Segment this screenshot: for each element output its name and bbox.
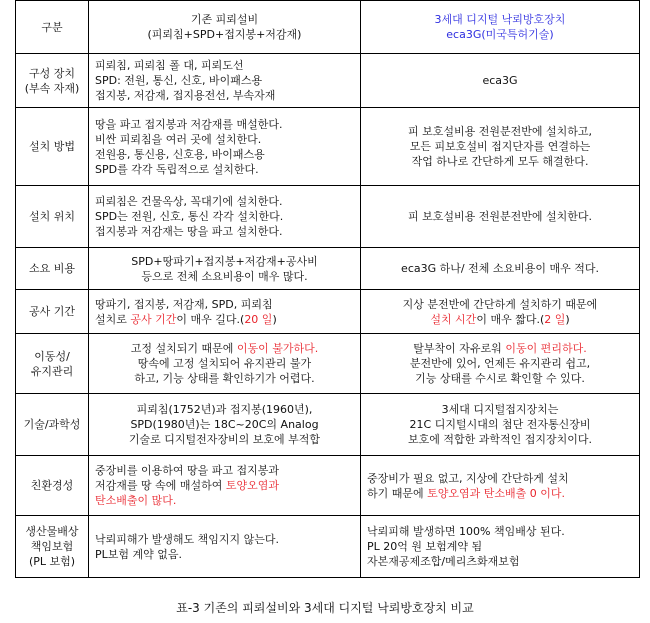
row-label: 소요 비용	[16, 248, 89, 290]
highlight-text: 토양오염과	[225, 479, 280, 492]
new-cell: eca3G 하나/ 전체 소요비용이 매우 적다.	[361, 248, 640, 290]
table-row	[16, 334, 640, 394]
highlight-text: 20 일	[244, 312, 273, 326]
existing-cell: 피뢰침은 건물옥상, 꼭대기에 설치한다. SPD는 전원, 신호, 통신 각각 설치한다. 접지봉과 저감재는 땅을 파고 설치한다.	[89, 186, 361, 248]
highlight-text: 설치 시간	[430, 312, 477, 326]
existing-cell: 땅을 파고 접지봉과 저감재를 매설한다. 비싼 피뢰침을 여러 곳에 설치한다. 전원용, 통신용, 신호용, 바이패스용 SPD를 각각 독립적으로 설치한다.	[89, 108, 361, 186]
row-label: 이동성/ 유지관리	[16, 334, 89, 394]
row-label: 친환경성	[16, 456, 89, 516]
highlight-text: 토양오염과 탄소배출 0 이다.	[427, 486, 565, 500]
new-cell: 중장비가 필요 없고, 지상에 간단하게 설치 하기 때문에 토양오염과 탄소배출 0 이다.	[361, 456, 640, 516]
table-caption: 표-3 기존의 피뢰설비와 3세대 디지털 낙뢰방호장치 비교	[176, 601, 474, 615]
new-cell: 피 보호설비용 전원분전반에 설치한다.	[361, 186, 640, 248]
new-cell: 탈부착이 자유로워 이동이 편리하다. 분전반에 있어, 언제든 유지관리 쉽고, 기능 상태를 수시로 확인할 수 있다.	[361, 334, 640, 394]
existing-cell: SPD+땅파기+접지봉+저감재+공사비 등으로 전체 소요비용이 매우 많다.	[89, 248, 361, 290]
new-cell: 낙뢰피해 발생하면 100% 책임배상 된다. PL 20억 원 보험계약 됨 자본재공제조합/메리츠화재보험	[361, 516, 640, 578]
header-new	[361, 1, 640, 54]
highlight-text: 이동이 편리하다.	[505, 342, 587, 355]
row-label: 설치 방법	[16, 108, 89, 186]
row-label: 기술/과학성	[16, 394, 89, 456]
table-row	[16, 456, 640, 516]
table-row	[16, 290, 640, 334]
row-label: 생산물배상 책임보험 (PL 보험)	[16, 516, 89, 578]
new-cell: 지상 분전반에 간단하게 설치하기 때문에 설치 시간이 매우 짧다.(2 일)	[361, 290, 640, 334]
header-category: 구분	[16, 1, 89, 54]
table-header-row	[16, 1, 640, 54]
table-row	[16, 54, 640, 108]
highlight-text: 이동이 불가하다.	[236, 342, 319, 355]
new-cell: 3세대 디지털접지장치는 21C 디지털시대의 첨단 전자통신장비 보호에 적합한 과학적인 접지장치이다.	[361, 394, 640, 456]
header-new-title: 3세대 디지털 낙뢰방호장치	[434, 13, 566, 26]
existing-cell: 피뢰침(1752년)과 접지봉(1960년), SPD(1980년)는 18C~20C의 Analog 기술로 디지털전자장비의 보호에 부적합	[89, 394, 361, 456]
header-existing-title: 기존 피뢰설비	[190, 13, 259, 26]
highlight-text: 탄소배출이 많다.	[95, 494, 177, 507]
row-label: 구성 장치 (부속 자재)	[16, 54, 89, 108]
table-row	[16, 186, 640, 248]
table-row	[16, 248, 640, 290]
new-cell: 피 보호설비용 전원분전반에 설치하고, 모든 피보호설비 접지단자를 연결하는 작업 하나로 간단하게 모두 해결한다.	[361, 108, 640, 186]
row-label: 공사 기간	[16, 290, 89, 334]
header-new-subtitle: eca3G(미국특허기술)	[446, 28, 554, 41]
existing-cell: 중장비를 이용하여 땅을 파고 접지봉과 저감재를 땅 속에 매설하여 토양오염과 탄소배출이 많다.	[89, 456, 361, 516]
header-existing-subtitle: (피뢰침+SPD+접지봉+저감재)	[147, 28, 302, 41]
existing-cell: 고정 설치되기 때문에 이동이 불가하다. 땅속에 고정 설치되어 유지관리 불가 하고, 기능 상태를 확인하기가 어렵다.	[89, 334, 361, 394]
table-row	[16, 394, 640, 456]
highlight-text: 공사 기간	[130, 312, 177, 326]
header-existing	[89, 1, 361, 54]
table-row	[16, 516, 640, 578]
comparison-table	[15, 0, 640, 578]
row-label: 설치 위치	[16, 186, 89, 248]
existing-cell: 피뢰침, 피뢰침 폴 대, 피뢰도선 SPD: 전원, 통신, 신호, 바이패스용 접지봉, 저감재, 접지용전선, 부속자재	[89, 54, 361, 108]
highlight-text: 2 일	[544, 312, 566, 326]
new-cell: eca3G	[361, 54, 640, 108]
table-row	[16, 108, 640, 186]
existing-cell: 낙뢰피해가 발생해도 책임지지 않는다. PL보험 계약 없음.	[89, 516, 361, 578]
existing-cell: 땅파기, 접지봉, 저감재, SPD, 피뢰침 설치로 공사 기간이 매우 길다.(20 일)	[89, 290, 361, 334]
